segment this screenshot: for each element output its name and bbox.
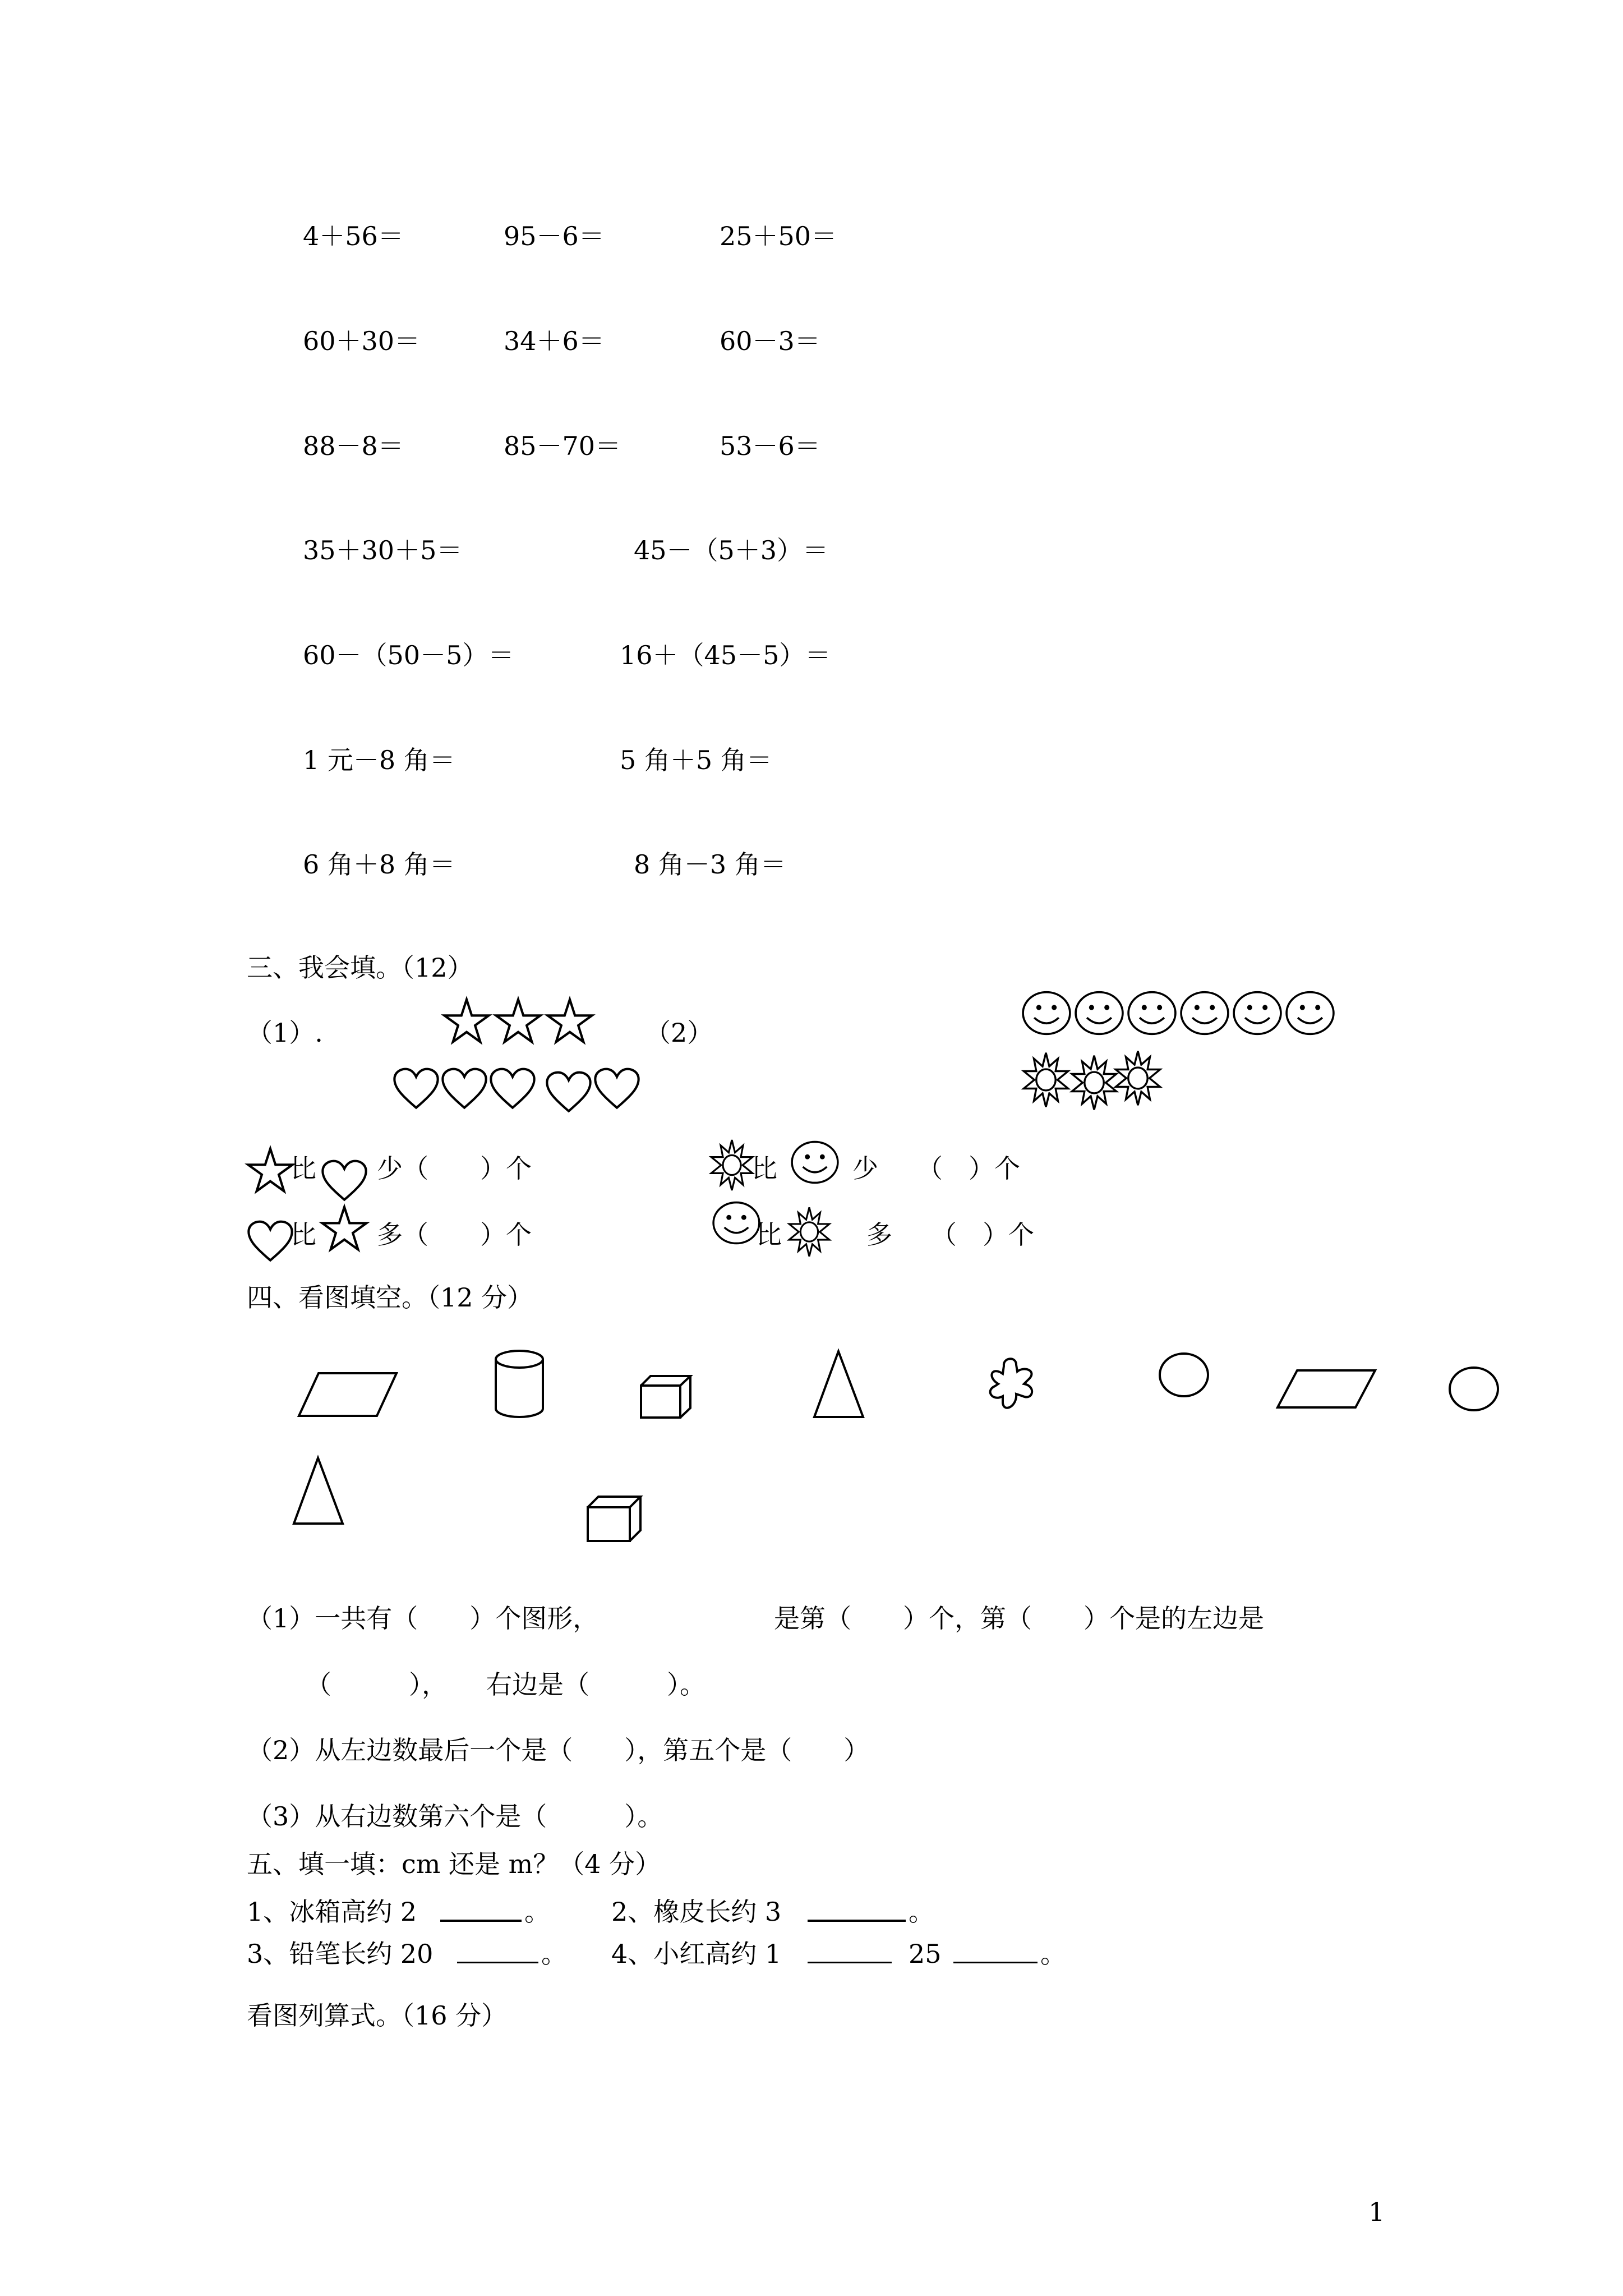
arith-5-2: 16＋（45－5）＝ [620,640,831,670]
section5-title: 五、填一填：cm 还是 m？（4 分） [247,1849,661,1879]
heart-icon [393,1068,440,1110]
section6-title: 看图列算式。（16 分） [247,2000,508,2031]
section4-line1c: （ ）， 右边是（ ）。 [306,1669,706,1700]
triangle-shape [812,1349,865,1419]
arith-5-1: 60－（50－5）＝ [303,640,514,670]
heart-icon [489,1068,536,1110]
heart-icon [545,1071,592,1113]
section3-label-2: （2） [645,1018,713,1048]
q1-answer: 少（ ）个 [377,1153,532,1184]
arith-2-1: 60＋30＝ [303,326,421,356]
smiley-icon [1073,990,1125,1036]
star-icon [546,999,593,1043]
arith-1-2: 95－6＝ [504,221,605,251]
arith-1-3: 25＋50＝ [720,221,837,251]
arith-6-1: 1 元－8 角＝ [303,745,455,775]
section5-q2-end: 。 [909,1897,934,1927]
arith-6-2: 5 角＋5 角＝ [620,745,772,775]
q1-compare-word: 比 [291,1153,316,1184]
q4-answer: 多 （ ）个 [866,1220,1034,1250]
q2-compare-word: 比 [291,1220,316,1250]
parallelogram-shape [1276,1369,1377,1409]
section4-line3: （3）从右边数第六个是（ ）。 [247,1801,663,1832]
answer-blank[interactable] [808,1920,906,1922]
section5-q3: 3、铅笔长约 20 [247,1939,434,1969]
arith-3-3: 53－6＝ [720,431,820,461]
arith-2-2: 34＋6＝ [504,326,605,356]
q3-answer: 少 （ ）个 [852,1153,1020,1184]
cube-shape [586,1495,642,1543]
star-icon [495,999,542,1043]
section4-line2: （2）从左边数最后一个是（ ），第五个是（ ） [247,1735,870,1765]
answer-blank[interactable] [808,1962,892,1963]
arith-3-1: 88－8＝ [303,431,404,461]
smiley-icon [790,1140,840,1185]
answer-blank[interactable] [440,1920,522,1922]
cylinder-shape [494,1349,545,1419]
arith-7-2: 8 角－3 角＝ [634,849,786,880]
circle-shape [1158,1352,1210,1398]
parallelogram-shape [297,1372,398,1418]
q3-compare-word: 比 [751,1153,777,1184]
sun-icon [709,1139,754,1191]
page-number: 1 [1368,2197,1385,2227]
section5-q3-end: 。 [541,1939,567,1969]
arith-1-1: 4＋56＝ [303,221,404,251]
q2-answer: 多（ ）个 [377,1220,532,1250]
section3-title: 三、我会填。（12） [247,953,473,983]
smiley-icon [1021,990,1072,1036]
section5-q4-num: 25 [909,1939,942,1969]
star-icon [443,999,490,1043]
circle-shape [1448,1366,1500,1412]
section5-q1-end: 。 [524,1897,550,1927]
sun-icon [1114,1050,1162,1106]
cube-shape [639,1374,693,1419]
star-icon [247,1148,294,1193]
flower-shape [981,1355,1046,1418]
q4-compare-word: 比 [756,1220,782,1250]
heart-icon [593,1068,640,1110]
sun-icon [787,1206,831,1258]
sun-icon [1070,1055,1118,1111]
arith-7-1: 6 角＋8 角＝ [303,849,455,880]
heart-icon [247,1221,294,1262]
section5-q1: 1、冰箱高约 2 [247,1897,417,1927]
smiley-icon [711,1200,762,1245]
section3-label-1: （1）. [247,1018,323,1048]
arith-4-1: 35＋30＋5＝ [303,535,463,565]
smiley-icon [1232,990,1283,1036]
section4-line1a: （1）一共有（ ）个图形， [247,1603,599,1634]
heart-icon [441,1068,488,1110]
section5-q4-end: 。 [1040,1939,1066,1969]
answer-blank[interactable] [953,1962,1038,1963]
section4-line1b: 是第（ ）个，第（ ）个是的左边是 [774,1603,1264,1634]
section4-title: 四、看图填空。（12 分） [247,1282,533,1313]
triangle-shape [292,1456,345,1526]
star-icon [321,1206,368,1251]
section5-q2: 2、橡皮长约 3 [611,1897,782,1927]
smiley-icon [1126,990,1178,1036]
sun-icon [1022,1052,1070,1108]
heart-icon [321,1160,368,1202]
answer-blank[interactable] [457,1962,538,1963]
smiley-icon [1284,990,1336,1036]
arith-3-2: 85－70＝ [504,431,621,461]
arith-2-3: 60－3＝ [720,326,820,356]
section5-q4: 4、小红高约 1 [611,1939,782,1969]
smiley-icon [1179,990,1230,1036]
arith-4-2: 45－（5＋3）＝ [634,535,829,565]
